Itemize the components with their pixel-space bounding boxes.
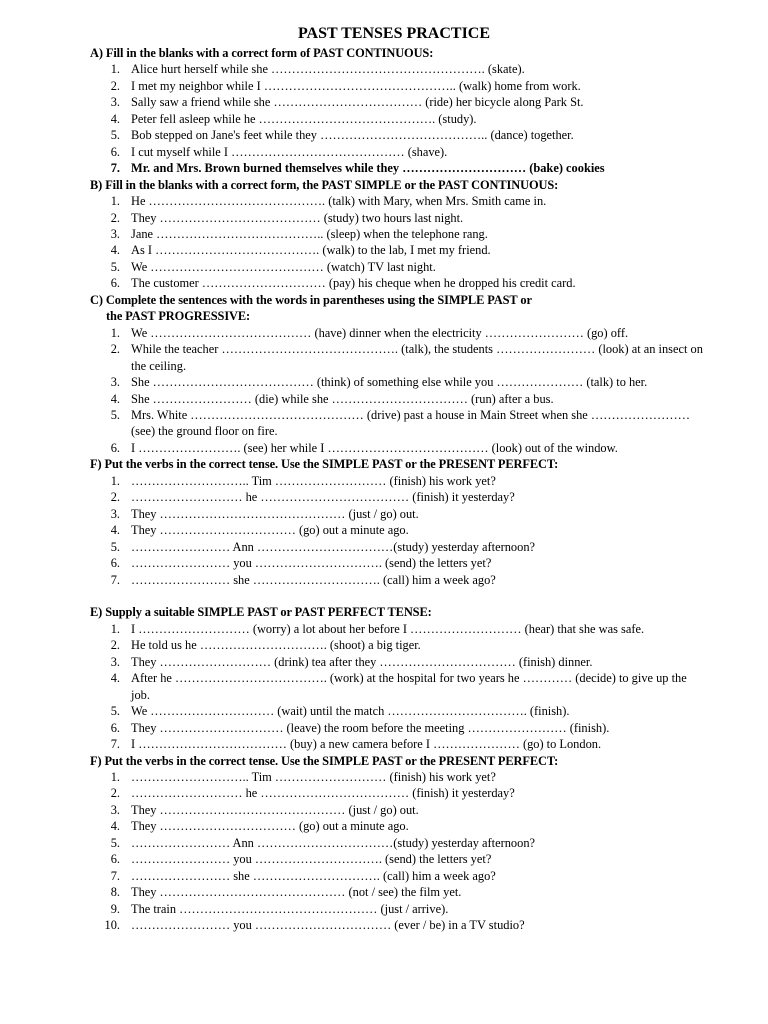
- item-number: 3.: [110, 654, 120, 669]
- exercise-item: [90, 341, 706, 374]
- section-heading: A) Fill in the blanks with a correct form of PAST CONTINUOUS:: [90, 46, 434, 60]
- item-number: 10.: [104, 918, 120, 933]
- exercise-item: [90, 769, 706, 785]
- item-number: 2.: [110, 490, 120, 505]
- exercise-item: [90, 210, 706, 226]
- exercise-item: [90, 835, 706, 851]
- item-number: 3.: [110, 375, 120, 390]
- item-text: They ………………………………… (study) two hours last night.: [131, 210, 464, 225]
- item-number: 6.: [110, 556, 120, 571]
- exercise-section: [90, 753, 706, 934]
- item-text: ……………………… he ……………………………… (finish) it yesterday?: [131, 490, 515, 505]
- item-number: 2.: [110, 78, 120, 93]
- exercise-item: [90, 884, 706, 900]
- item-number: 1.: [110, 473, 120, 488]
- exercise-item: [90, 374, 706, 390]
- exercise-item: [90, 226, 706, 242]
- exercise-item: [90, 94, 706, 110]
- item-text: ……………………… he ……………………………… (finish) it yesterday?: [131, 786, 515, 801]
- section-heading: C) Complete the sentences with the words in parentheses using the SIMPLE PAST or: [90, 292, 532, 307]
- item-text: ……………………….. Tim ……………………… (finish) his work yet?: [131, 769, 496, 784]
- exercise-item: [90, 259, 706, 275]
- exercise-item: [90, 901, 706, 917]
- section-heading: E) Supply a suitable SIMPLE PAST or PAST PERFECT TENSE:: [90, 605, 432, 620]
- item-text: …………………… Ann ……………………………(study) yesterday afternoon?: [131, 835, 536, 850]
- item-number: 4.: [110, 243, 120, 258]
- exercise-item: [90, 506, 706, 522]
- item-text: They ……………………………………… (just / go) out.: [131, 506, 419, 521]
- item-number: 5.: [110, 704, 120, 719]
- item-number: 2.: [110, 210, 120, 225]
- item-number: 7.: [110, 161, 120, 176]
- item-text: Sally saw a friend while she ……………………………… (ride) her bicycle along Park St.: [131, 95, 584, 110]
- item-text: She ………………………………… (think) of something else while you ………………… (talk) to her.: [131, 375, 648, 390]
- item-text: Alice hurt herself while she ……………………………………………. (skate).: [131, 62, 525, 77]
- item-text: I cut myself while I …………………………………… (shave).: [131, 144, 448, 159]
- exercise-item: [90, 802, 706, 818]
- item-text: Mrs. White …………………………………… (drive) past a house in Main Street when she …………………… (see) the ground floor on fire.: [131, 407, 691, 439]
- item-text: They ……………………………………… (not / see) the film yet.: [131, 885, 462, 900]
- item-text: …………………… she …………………………. (call) him a week ago?: [131, 572, 496, 587]
- item-text: He told us he …………………………. (shoot) a big tiger.: [131, 638, 421, 653]
- item-text: We ………………………… (wait) until the match ……………………………. (finish).: [131, 704, 570, 719]
- exercise-section: [90, 292, 706, 457]
- exercise-item: [90, 473, 706, 489]
- item-number: 6.: [110, 720, 120, 735]
- exercise-item: [90, 144, 706, 160]
- exercise-item: [90, 868, 706, 884]
- exercise-item: [90, 522, 706, 538]
- exercise-item: [90, 621, 706, 637]
- item-number: 1.: [110, 769, 120, 784]
- item-number: 4.: [110, 523, 120, 538]
- exercise-item: [90, 440, 706, 456]
- item-text: He ……………………………………. (talk) with Mary, when Mrs. Smith came in.: [131, 194, 547, 209]
- item-number: 4.: [110, 819, 120, 834]
- section-heading-continued: the PAST PROGRESSIVE:: [106, 309, 251, 324]
- item-text: Bob stepped on Jane's feet while they ………………………………….. (dance) together.: [131, 128, 574, 143]
- exercise-section: [90, 604, 706, 752]
- item-number: 6.: [110, 852, 120, 867]
- item-number: 4.: [110, 111, 120, 126]
- exercise-item: [90, 917, 706, 933]
- item-number: 5.: [110, 835, 120, 850]
- item-text: As I …………………………………. (walk) to the lab, I met my friend.: [131, 243, 491, 258]
- item-number: 4.: [110, 391, 120, 406]
- item-number: 8.: [110, 885, 120, 900]
- exercise-item: [90, 572, 706, 588]
- item-text: …………………… you …………………………… (ever / be) in a TV studio?: [131, 918, 525, 933]
- item-text: …………………… Ann ……………………………(study) yesterday afternoon?: [131, 539, 536, 554]
- exercise-list: [90, 769, 706, 934]
- exercise-item: [90, 818, 706, 834]
- item-text: I met my neighbor while I ……………………………………….. (walk) home from work.: [131, 78, 581, 93]
- item-text: The customer ………………………… (pay) his cheque when he dropped his credit card.: [131, 276, 576, 291]
- item-text: Mr. and Mrs. Brown burned themselves while they ………………………… (bake) cookies: [131, 161, 605, 176]
- exercise-list: [90, 325, 706, 457]
- item-number: 7.: [110, 572, 120, 587]
- item-number: 3.: [110, 226, 120, 241]
- item-text: After he ………………………………. (work) at the hospital for two years he ………… (decide) to give up the job.: [131, 671, 687, 702]
- exercise-list: [90, 621, 706, 753]
- section-heading: F) Put the verbs in the correct tense. Use the SIMPLE PAST or the PRESENT PERFECT:: [90, 753, 559, 768]
- item-text: ……………………….. Tim ……………………… (finish) his work yet?: [131, 473, 496, 488]
- item-text: I ……………………………… (buy) a new camera before I ………………… (go) to London.: [131, 737, 602, 752]
- exercise-item: [90, 127, 706, 143]
- item-number: 5.: [110, 128, 120, 143]
- item-text: I ……………………… (worry) a lot about her before I ……………………… (hear) that she was safe.: [131, 621, 645, 636]
- exercise-item: [90, 489, 706, 505]
- page-title: PAST TENSES PRACTICE: [297, 25, 491, 42]
- item-number: 5.: [110, 259, 120, 274]
- item-text: …………………… you …………………………. (send) the letters yet?: [131, 852, 492, 867]
- exercise-item: [90, 851, 706, 867]
- exercise-list: [90, 61, 706, 176]
- item-number: 1.: [110, 62, 120, 77]
- item-text: The train ………………………………………… (just / arrive).: [131, 901, 449, 916]
- item-number: 6.: [110, 276, 120, 291]
- item-text: They …………………………… (go) out a minute ago.: [131, 819, 409, 834]
- item-text: I ……………………. (see) her while I ………………………………… (look) out of the window.: [131, 440, 618, 455]
- item-text: …………………… you …………………………. (send) the letters yet?: [131, 556, 492, 571]
- exercise-section: [90, 45, 706, 177]
- item-number: 1.: [110, 325, 120, 340]
- item-number: 3.: [110, 802, 120, 817]
- item-text: Peter fell asleep while he ……………………………………. (study).: [131, 111, 477, 126]
- item-text: While the teacher ……………………………………. (talk), the students …………………… (look) at an insect on the ceiling.: [131, 342, 703, 373]
- item-text: They ………………………… (leave) the room before the meeting …………………… (finish).: [131, 720, 610, 735]
- exercise-section: [90, 177, 706, 292]
- exercise-item: [90, 555, 706, 571]
- exercise-item: [90, 785, 706, 801]
- exercise-item: [90, 391, 706, 407]
- item-number: 6.: [110, 440, 120, 455]
- item-text: She …………………… (die) while she …………………………… (run) after a bus.: [131, 391, 554, 406]
- item-number: 9.: [110, 901, 120, 916]
- exercise-item: [90, 193, 706, 209]
- exercise-item: [90, 670, 706, 703]
- exercise-item: [90, 720, 706, 736]
- item-number: 2.: [110, 342, 120, 357]
- exercise-list: [90, 193, 706, 292]
- item-text: We …………………………………… (watch) TV last night.: [131, 259, 436, 274]
- item-number: 7.: [110, 868, 120, 883]
- exercise-item: [90, 637, 706, 653]
- exercise-item: [90, 242, 706, 258]
- exercise-item: [90, 160, 706, 176]
- exercise-item: [90, 111, 706, 127]
- exercise-list: [90, 473, 706, 588]
- item-number: 5.: [110, 407, 120, 422]
- section-heading: B) Fill in the blanks with a correct form, the PAST SIMPLE or the PAST CONTINUOUS:: [90, 177, 559, 192]
- section-heading: F) Put the verbs in the correct tense. Use the SIMPLE PAST or the PRESENT PERFECT:: [90, 457, 559, 472]
- exercise-item: [90, 654, 706, 670]
- item-text: …………………… she …………………………. (call) him a week ago?: [131, 868, 496, 883]
- item-number: 4.: [110, 671, 120, 686]
- item-number: 5.: [110, 539, 120, 554]
- item-number: 3.: [110, 95, 120, 110]
- item-number: 2.: [110, 786, 120, 801]
- item-text: Jane ………………………………….. (sleep) when the telephone rang.: [131, 226, 488, 241]
- item-number: 7.: [110, 737, 120, 752]
- exercise-item: [90, 539, 706, 555]
- item-number: 6.: [110, 144, 120, 159]
- exercise-item: [90, 736, 706, 752]
- item-text: They …………………………… (go) out a minute ago.: [131, 523, 409, 538]
- item-text: We ………………………………… (have) dinner when the electricity …………………… (go) off.: [131, 325, 629, 340]
- exercise-item: [90, 78, 706, 94]
- exercise-item: [90, 703, 706, 719]
- exercise-item: [90, 275, 706, 291]
- item-number: 1.: [110, 194, 120, 209]
- exercise-sections: [90, 45, 706, 934]
- item-number: 1.: [110, 621, 120, 636]
- exercise-item: [90, 61, 706, 77]
- item-number: 3.: [110, 506, 120, 521]
- item-number: 2.: [110, 638, 120, 653]
- exercise-item: [90, 325, 706, 341]
- exercise-section: [90, 456, 706, 588]
- item-text: They ……………………… (drink) tea after they …………………………… (finish) dinner.: [131, 654, 593, 669]
- exercise-item: [90, 407, 706, 440]
- item-text: They ……………………………………… (just / go) out.: [131, 802, 419, 817]
